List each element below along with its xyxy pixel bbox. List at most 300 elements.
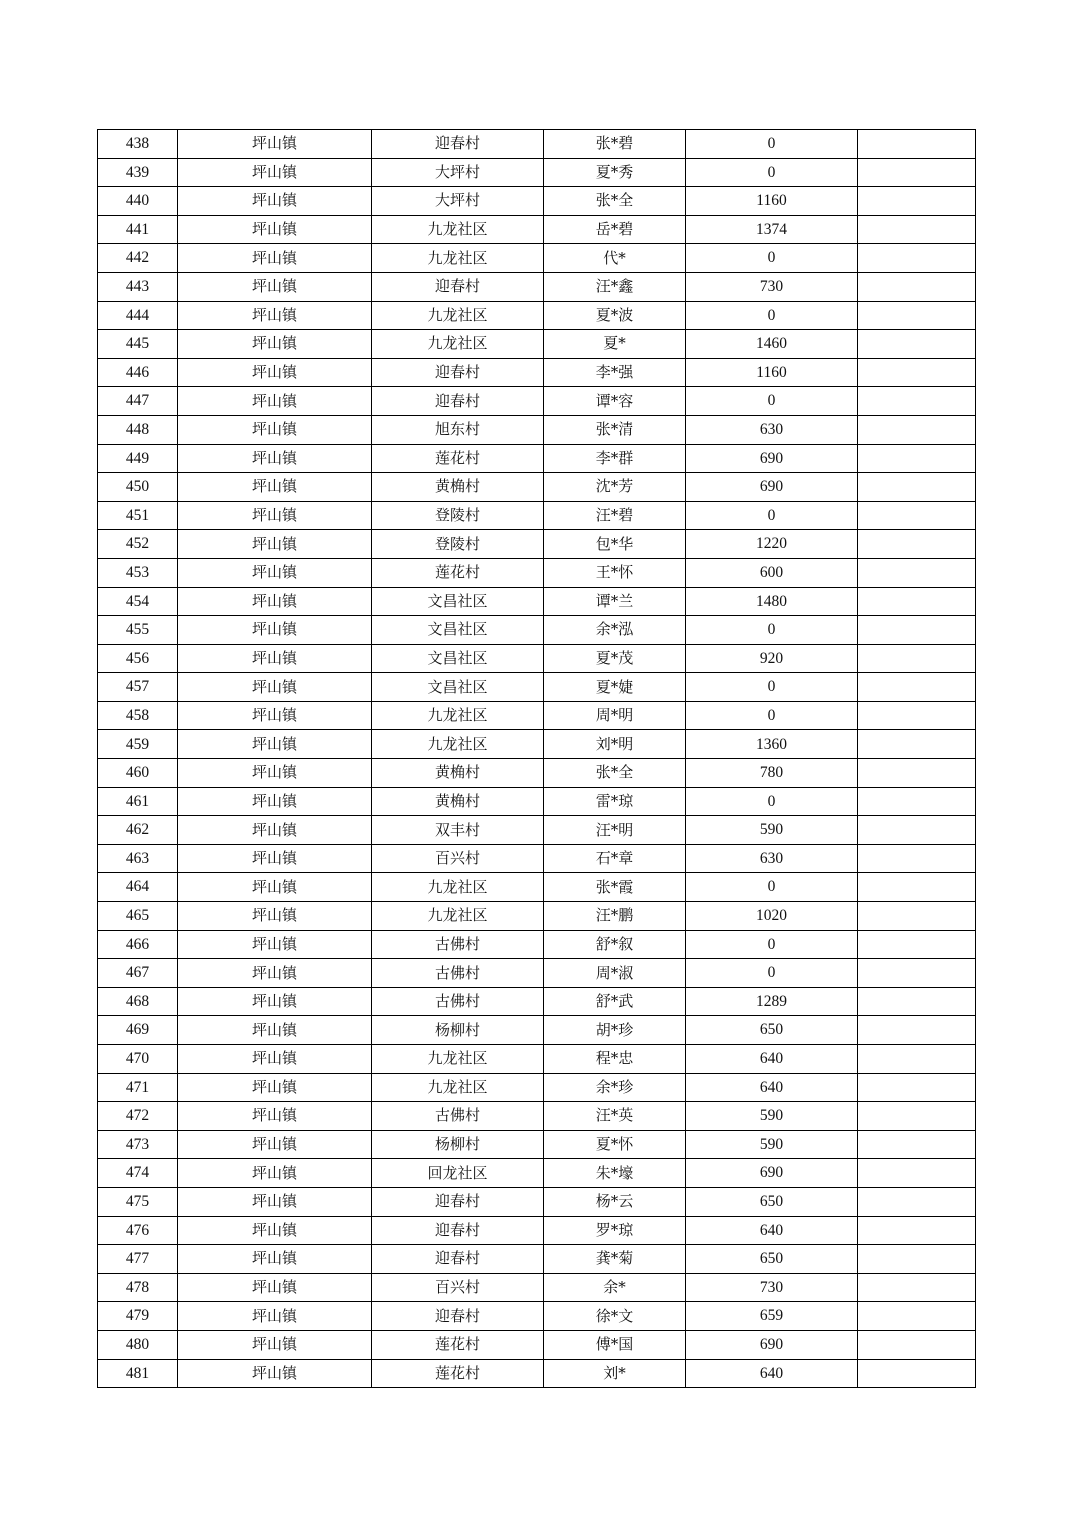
cell-amount: 659 (686, 1302, 858, 1331)
cell-person-name: 包*华 (544, 530, 686, 559)
cell-village: 百兴村 (372, 844, 544, 873)
cell-remark (858, 330, 976, 359)
cell-village: 莲花村 (372, 1330, 544, 1359)
cell-remark (858, 1102, 976, 1131)
cell-person-name: 胡*珍 (544, 1016, 686, 1045)
cell-serial-number: 446 (98, 358, 178, 387)
cell-amount: 0 (686, 130, 858, 159)
table-row (98, 1102, 976, 1131)
cell-town: 坪山镇 (178, 673, 372, 702)
cell-person-name: 沈*芳 (544, 473, 686, 502)
cell-person-name: 张*全 (544, 759, 686, 788)
cell-serial-number: 453 (98, 558, 178, 587)
table-row (98, 816, 976, 845)
cell-serial-number: 479 (98, 1302, 178, 1331)
table-row (98, 272, 976, 301)
cell-remark (858, 530, 976, 559)
cell-village: 九龙社区 (372, 701, 544, 730)
cell-serial-number: 442 (98, 244, 178, 273)
cell-amount: 690 (686, 1330, 858, 1359)
table-row (98, 959, 976, 988)
cell-serial-number: 450 (98, 473, 178, 502)
cell-serial-number: 465 (98, 902, 178, 931)
cell-remark (858, 844, 976, 873)
cell-person-name: 谭*容 (544, 387, 686, 416)
cell-town: 坪山镇 (178, 387, 372, 416)
cell-village: 文昌社区 (372, 587, 544, 616)
table-row (98, 1045, 976, 1074)
cell-serial-number: 454 (98, 587, 178, 616)
cell-town: 坪山镇 (178, 1159, 372, 1188)
cell-town: 坪山镇 (178, 930, 372, 959)
cell-person-name: 夏*婕 (544, 673, 686, 702)
cell-remark (858, 444, 976, 473)
cell-person-name: 傅*国 (544, 1330, 686, 1359)
cell-remark (858, 1045, 976, 1074)
cell-village: 回龙社区 (372, 1159, 544, 1188)
cell-town: 坪山镇 (178, 1016, 372, 1045)
table-row (98, 787, 976, 816)
cell-remark (858, 215, 976, 244)
cell-remark (858, 387, 976, 416)
cell-town: 坪山镇 (178, 844, 372, 873)
cell-remark (858, 473, 976, 502)
cell-serial-number: 469 (98, 1016, 178, 1045)
cell-serial-number: 475 (98, 1187, 178, 1216)
cell-person-name: 张*霞 (544, 873, 686, 902)
cell-amount: 590 (686, 1130, 858, 1159)
cell-town: 坪山镇 (178, 301, 372, 330)
cell-remark (858, 787, 976, 816)
cell-remark (858, 1187, 976, 1216)
cell-village: 古佛村 (372, 959, 544, 988)
table-row (98, 187, 976, 216)
cell-town: 坪山镇 (178, 616, 372, 645)
cell-amount: 590 (686, 1102, 858, 1131)
cell-remark (858, 1330, 976, 1359)
cell-amount: 1480 (686, 587, 858, 616)
cell-serial-number: 439 (98, 158, 178, 187)
cell-village: 迎春村 (372, 130, 544, 159)
cell-town: 坪山镇 (178, 358, 372, 387)
cell-town: 坪山镇 (178, 759, 372, 788)
cell-village: 迎春村 (372, 272, 544, 301)
cell-remark (858, 1073, 976, 1102)
cell-town: 坪山镇 (178, 816, 372, 845)
cell-serial-number: 468 (98, 987, 178, 1016)
cell-village: 迎春村 (372, 1187, 544, 1216)
table-row (98, 1245, 976, 1274)
cell-person-name: 李*强 (544, 358, 686, 387)
cell-remark (858, 501, 976, 530)
cell-person-name: 汪*明 (544, 816, 686, 845)
cell-village: 九龙社区 (372, 330, 544, 359)
cell-serial-number: 462 (98, 816, 178, 845)
cell-serial-number: 476 (98, 1216, 178, 1245)
cell-town: 坪山镇 (178, 330, 372, 359)
cell-village: 九龙社区 (372, 301, 544, 330)
cell-serial-number: 447 (98, 387, 178, 416)
cell-serial-number: 440 (98, 187, 178, 216)
cell-person-name: 夏*茂 (544, 644, 686, 673)
cell-village: 九龙社区 (372, 215, 544, 244)
cell-serial-number: 474 (98, 1159, 178, 1188)
cell-person-name: 周*淑 (544, 959, 686, 988)
cell-remark (858, 1245, 976, 1274)
cell-serial-number: 457 (98, 673, 178, 702)
cell-person-name: 李*群 (544, 444, 686, 473)
cell-town: 坪山镇 (178, 130, 372, 159)
cell-village: 文昌社区 (372, 673, 544, 702)
cell-town: 坪山镇 (178, 1359, 372, 1388)
cell-town: 坪山镇 (178, 730, 372, 759)
table-row (98, 730, 976, 759)
cell-town: 坪山镇 (178, 787, 372, 816)
cell-amount: 0 (686, 158, 858, 187)
cell-amount: 0 (686, 959, 858, 988)
cell-amount: 630 (686, 415, 858, 444)
cell-remark (858, 616, 976, 645)
cell-village: 百兴村 (372, 1273, 544, 1302)
table-row (98, 244, 976, 273)
cell-town: 坪山镇 (178, 1073, 372, 1102)
cell-village: 九龙社区 (372, 873, 544, 902)
cell-person-name: 张*碧 (544, 130, 686, 159)
table-row (98, 701, 976, 730)
cell-person-name: 汪*鑫 (544, 272, 686, 301)
cell-amount: 0 (686, 873, 858, 902)
cell-amount: 650 (686, 1187, 858, 1216)
cell-village: 古佛村 (372, 930, 544, 959)
cell-serial-number: 458 (98, 701, 178, 730)
cell-remark (858, 130, 976, 159)
cell-village: 文昌社区 (372, 644, 544, 673)
cell-remark (858, 701, 976, 730)
cell-amount: 0 (686, 616, 858, 645)
cell-serial-number: 443 (98, 272, 178, 301)
cell-village: 迎春村 (372, 387, 544, 416)
cell-person-name: 石*章 (544, 844, 686, 873)
table-row (98, 673, 976, 702)
cell-village: 古佛村 (372, 987, 544, 1016)
cell-serial-number: 449 (98, 444, 178, 473)
cell-serial-number: 460 (98, 759, 178, 788)
table-row (98, 844, 976, 873)
cell-village: 迎春村 (372, 358, 544, 387)
cell-town: 坪山镇 (178, 1302, 372, 1331)
cell-town: 坪山镇 (178, 1102, 372, 1131)
table-row (98, 1016, 976, 1045)
cell-serial-number: 480 (98, 1330, 178, 1359)
table-row (98, 987, 976, 1016)
cell-remark (858, 358, 976, 387)
cell-person-name: 汪*英 (544, 1102, 686, 1131)
cell-person-name: 杨*云 (544, 1187, 686, 1216)
cell-remark (858, 1273, 976, 1302)
table-row (98, 759, 976, 788)
cell-town: 坪山镇 (178, 1130, 372, 1159)
table-row (98, 158, 976, 187)
cell-person-name: 张*清 (544, 415, 686, 444)
cell-amount: 1160 (686, 187, 858, 216)
cell-person-name: 余*泓 (544, 616, 686, 645)
cell-town: 坪山镇 (178, 1245, 372, 1274)
table-row (98, 501, 976, 530)
cell-remark (858, 415, 976, 444)
cell-town: 坪山镇 (178, 873, 372, 902)
cell-serial-number: 438 (98, 130, 178, 159)
cell-amount: 640 (686, 1216, 858, 1245)
cell-person-name: 罗*琼 (544, 1216, 686, 1245)
cell-serial-number: 472 (98, 1102, 178, 1131)
cell-serial-number: 467 (98, 959, 178, 988)
cell-amount: 730 (686, 1273, 858, 1302)
cell-town: 坪山镇 (178, 959, 372, 988)
cell-person-name: 刘*明 (544, 730, 686, 759)
cell-person-name: 汪*碧 (544, 501, 686, 530)
cell-remark (858, 1302, 976, 1331)
cell-remark (858, 930, 976, 959)
cell-village: 登陵村 (372, 501, 544, 530)
table-row (98, 387, 976, 416)
table-row (98, 473, 976, 502)
table-row (98, 301, 976, 330)
cell-amount: 0 (686, 244, 858, 273)
cell-amount: 640 (686, 1045, 858, 1074)
cell-serial-number: 464 (98, 873, 178, 902)
cell-village: 黄桷村 (372, 759, 544, 788)
cell-serial-number: 463 (98, 844, 178, 873)
cell-town: 坪山镇 (178, 272, 372, 301)
table-row (98, 902, 976, 931)
cell-remark (858, 587, 976, 616)
table-row (98, 444, 976, 473)
cell-person-name: 夏*波 (544, 301, 686, 330)
cell-amount: 0 (686, 387, 858, 416)
cell-town: 坪山镇 (178, 501, 372, 530)
cell-serial-number: 456 (98, 644, 178, 673)
cell-amount: 1220 (686, 530, 858, 559)
cell-village: 迎春村 (372, 1216, 544, 1245)
cell-serial-number: 470 (98, 1045, 178, 1074)
cell-village: 迎春村 (372, 1245, 544, 1274)
cell-person-name: 龚*菊 (544, 1245, 686, 1274)
cell-village: 莲花村 (372, 558, 544, 587)
table-row (98, 415, 976, 444)
table-row (98, 1073, 976, 1102)
cell-amount: 1020 (686, 902, 858, 931)
table-body (98, 130, 976, 1388)
cell-village: 九龙社区 (372, 902, 544, 931)
cell-remark (858, 1159, 976, 1188)
cell-town: 坪山镇 (178, 987, 372, 1016)
cell-village: 登陵村 (372, 530, 544, 559)
cell-town: 坪山镇 (178, 473, 372, 502)
cell-serial-number: 444 (98, 301, 178, 330)
cell-village: 杨柳村 (372, 1130, 544, 1159)
cell-amount: 590 (686, 816, 858, 845)
cell-person-name: 夏*怀 (544, 1130, 686, 1159)
cell-town: 坪山镇 (178, 701, 372, 730)
cell-village: 大坪村 (372, 187, 544, 216)
cell-village: 莲花村 (372, 444, 544, 473)
cell-person-name: 余*珍 (544, 1073, 686, 1102)
cell-village: 文昌社区 (372, 616, 544, 645)
cell-serial-number: 455 (98, 616, 178, 645)
cell-person-name: 徐*文 (544, 1302, 686, 1331)
table-row (98, 1130, 976, 1159)
cell-amount: 600 (686, 558, 858, 587)
cell-amount: 0 (686, 673, 858, 702)
cell-serial-number: 466 (98, 930, 178, 959)
cell-village: 双丰村 (372, 816, 544, 845)
cell-amount: 690 (686, 444, 858, 473)
cell-village: 黄桷村 (372, 787, 544, 816)
cell-remark (858, 959, 976, 988)
cell-amount: 640 (686, 1073, 858, 1102)
cell-serial-number: 461 (98, 787, 178, 816)
cell-remark (858, 558, 976, 587)
cell-amount: 0 (686, 930, 858, 959)
cell-remark (858, 187, 976, 216)
table-row (98, 558, 976, 587)
cell-serial-number: 441 (98, 215, 178, 244)
cell-town: 坪山镇 (178, 215, 372, 244)
cell-person-name: 周*明 (544, 701, 686, 730)
cell-village: 九龙社区 (372, 730, 544, 759)
cell-person-name: 程*忠 (544, 1045, 686, 1074)
data-table (97, 129, 976, 1388)
table-row (98, 1273, 976, 1302)
cell-amount: 0 (686, 301, 858, 330)
table-row (98, 873, 976, 902)
cell-village: 古佛村 (372, 1102, 544, 1131)
cell-remark (858, 1130, 976, 1159)
cell-person-name: 夏* (544, 330, 686, 359)
table-row (98, 1159, 976, 1188)
cell-person-name: 代* (544, 244, 686, 273)
cell-remark (858, 873, 976, 902)
cell-amount: 1160 (686, 358, 858, 387)
cell-serial-number: 471 (98, 1073, 178, 1102)
cell-town: 坪山镇 (178, 244, 372, 273)
cell-person-name: 张*全 (544, 187, 686, 216)
cell-remark (858, 1359, 976, 1388)
cell-village: 大坪村 (372, 158, 544, 187)
cell-village: 旭东村 (372, 415, 544, 444)
cell-amount: 920 (686, 644, 858, 673)
cell-town: 坪山镇 (178, 1273, 372, 1302)
cell-remark (858, 902, 976, 931)
cell-serial-number: 452 (98, 530, 178, 559)
cell-village: 九龙社区 (372, 244, 544, 273)
table-row (98, 1187, 976, 1216)
cell-amount: 640 (686, 1359, 858, 1388)
cell-remark (858, 759, 976, 788)
cell-town: 坪山镇 (178, 587, 372, 616)
table-row (98, 587, 976, 616)
cell-amount: 780 (686, 759, 858, 788)
cell-remark (858, 1216, 976, 1245)
cell-amount: 730 (686, 272, 858, 301)
table-row (98, 1302, 976, 1331)
cell-serial-number: 451 (98, 501, 178, 530)
cell-village: 黄桷村 (372, 473, 544, 502)
cell-town: 坪山镇 (178, 1187, 372, 1216)
cell-person-name: 谭*兰 (544, 587, 686, 616)
table-row (98, 1216, 976, 1245)
cell-amount: 650 (686, 1016, 858, 1045)
cell-village: 九龙社区 (372, 1073, 544, 1102)
cell-town: 坪山镇 (178, 902, 372, 931)
cell-amount: 1289 (686, 987, 858, 1016)
table-row (98, 616, 976, 645)
table-row (98, 1359, 976, 1388)
cell-town: 坪山镇 (178, 1216, 372, 1245)
cell-remark (858, 644, 976, 673)
cell-remark (858, 158, 976, 187)
cell-village: 杨柳村 (372, 1016, 544, 1045)
cell-remark (858, 272, 976, 301)
cell-person-name: 雷*琼 (544, 787, 686, 816)
cell-amount: 0 (686, 787, 858, 816)
cell-town: 坪山镇 (178, 558, 372, 587)
table-row (98, 130, 976, 159)
table-row (98, 358, 976, 387)
cell-town: 坪山镇 (178, 644, 372, 673)
cell-serial-number: 448 (98, 415, 178, 444)
table-row (98, 1330, 976, 1359)
cell-remark (858, 301, 976, 330)
cell-serial-number: 473 (98, 1130, 178, 1159)
cell-amount: 690 (686, 473, 858, 502)
cell-remark (858, 816, 976, 845)
cell-amount: 650 (686, 1245, 858, 1274)
cell-person-name: 夏*秀 (544, 158, 686, 187)
cell-serial-number: 445 (98, 330, 178, 359)
cell-remark (858, 987, 976, 1016)
cell-amount: 630 (686, 844, 858, 873)
cell-amount: 1460 (686, 330, 858, 359)
cell-town: 坪山镇 (178, 187, 372, 216)
cell-amount: 1374 (686, 215, 858, 244)
cell-remark (858, 1016, 976, 1045)
cell-serial-number: 478 (98, 1273, 178, 1302)
cell-amount: 1360 (686, 730, 858, 759)
cell-serial-number: 481 (98, 1359, 178, 1388)
table-row (98, 930, 976, 959)
cell-town: 坪山镇 (178, 415, 372, 444)
cell-amount: 690 (686, 1159, 858, 1188)
cell-village: 莲花村 (372, 1359, 544, 1388)
table-row (98, 530, 976, 559)
cell-village: 迎春村 (372, 1302, 544, 1331)
table-row (98, 330, 976, 359)
table-row (98, 215, 976, 244)
cell-town: 坪山镇 (178, 158, 372, 187)
cell-town: 坪山镇 (178, 444, 372, 473)
cell-person-name: 舒*叙 (544, 930, 686, 959)
cell-remark (858, 673, 976, 702)
cell-amount: 0 (686, 501, 858, 530)
cell-remark (858, 244, 976, 273)
cell-person-name: 王*怀 (544, 558, 686, 587)
cell-town: 坪山镇 (178, 530, 372, 559)
cell-serial-number: 477 (98, 1245, 178, 1274)
cell-person-name: 汪*鹏 (544, 902, 686, 931)
cell-amount: 0 (686, 701, 858, 730)
cell-person-name: 朱*壕 (544, 1159, 686, 1188)
